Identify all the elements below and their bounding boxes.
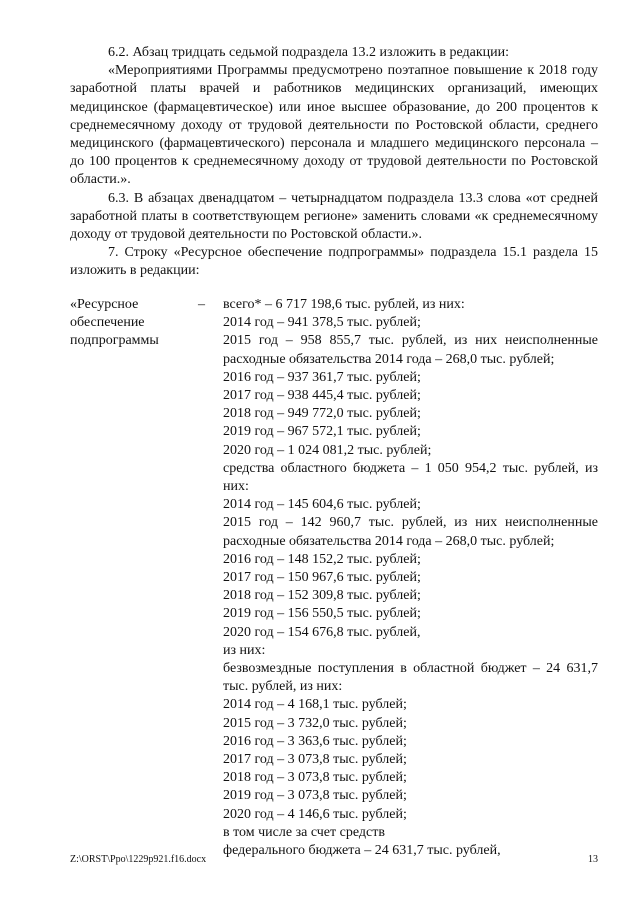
value-line: 2014 год – 145 604,6 тыс. рублей; [223,497,421,513]
label-dash: – [198,297,205,312]
value-line: 2018 год – 949 772,0 тыс. рублей; [223,406,421,422]
value-line: 2019 год – 3 073,8 тыс. рублей; [223,788,407,804]
label-line: обеспечение [70,315,145,331]
label-line: «Ресурсное [70,297,139,312]
value-line: 2020 год – 1 024 081,2 тыс. рублей; [223,442,432,458]
resource-values [223,296,598,860]
paragraph-6-3: 6.3. В абзацах двенадцатом – четырнадцатом подраздела 13.3 слова «от средней заработной платы в соответствующем регионе» заменить словами «к среднемесячному доходу от трудовой деятельности по Ростовской области.». [70,190,598,243]
value-line: из них: [223,642,266,658]
value-line: 2020 год – 4 146,6 тыс. рублей; [223,806,407,822]
value-line: средства областного бюджета – 1 050 954,2 тыс. рублей, из них: [223,460,598,495]
label-line: подпрограммы [70,333,159,349]
value-line: 2014 год – 941 378,5 тыс. рублей; [223,315,421,331]
resource-label [70,296,200,351]
value-line: 2019 год – 156 550,5 тыс. рублей; [223,606,421,622]
page-number: 13 [588,854,598,865]
paragraph-quote-measures: «Мероприятиями Программы предусмотрено поэтапное повышение к 2018 году заработной платы врачей и работников медицинских организаций, имеющих медицинское (фармацевтическое) или иное высшее образование, до 200 процентов к среднемесячному доходу от трудовой деятельности по Ростовской области, среднего медицинского (фармацевтического) персонала и младшего медицинского персонала – до 100 процентов к среднемесячному доходу от трудовой деятельности по Ростовской области.». [70,63,598,188]
value-line: безвозмездные поступления в областной бюджет – 24 631,7 тыс. рублей, из них: [223,661,598,695]
file-path: Z:\ORST\Ppo\1229p921.f16.docx [70,854,207,865]
value-line: 2016 год – 937 361,7 тыс. рублей; [223,369,421,385]
value-line: 2015 год – 142 960,7 тыс. рублей, из них неисполненные расходные обязательства 2014 года – 268,0 тыс. рублей; [223,515,598,549]
value-line: 2018 год – 152 309,8 тыс. рублей; [223,588,421,604]
value-line: 2020 год – 154 676,8 тыс. рублей, [223,624,421,640]
paragraph-7: 7. Строку «Ресурсное обеспечение подпрограммы» подраздела 15.1 раздела 15 изложить в редакции: [70,245,598,279]
value-line: 2014 год – 4 168,1 тыс. рублей; [223,697,407,713]
value-line: 2018 год – 3 073,8 тыс. рублей; [223,770,407,786]
document-body [70,44,598,281]
value-line: 2019 год – 967 572,1 тыс. рублей; [223,424,421,440]
value-line: 2017 год – 3 073,8 тыс. рублей; [223,752,407,768]
value-line: 2017 год – 150 967,6 тыс. рублей; [223,570,421,586]
value-line: 2016 год – 3 363,6 тыс. рублей; [223,733,407,749]
value-line: 2015 год – 3 732,0 тыс. рублей; [223,715,407,731]
value-line: всего* – 6 717 198,6 тыс. рублей, из них: [223,297,465,312]
value-line: федерального бюджета – 24 631,7 тыс. рублей, [223,843,501,859]
value-line: 2015 год – 958 855,7 тыс. рублей, из них неисполненные расходные обязательства 2014 года – 268,0 тыс. рублей; [223,333,598,367]
value-line: в том числе за счет средств [223,824,385,840]
value-line: 2017 год – 938 445,4 тыс. рублей; [223,388,421,404]
value-line: 2016 год – 148 152,2 тыс. рублей; [223,551,421,567]
paragraph-6-2: 6.2. Абзац тридцать седьмой подраздела 13.2 изложить в редакции: [108,45,509,60]
